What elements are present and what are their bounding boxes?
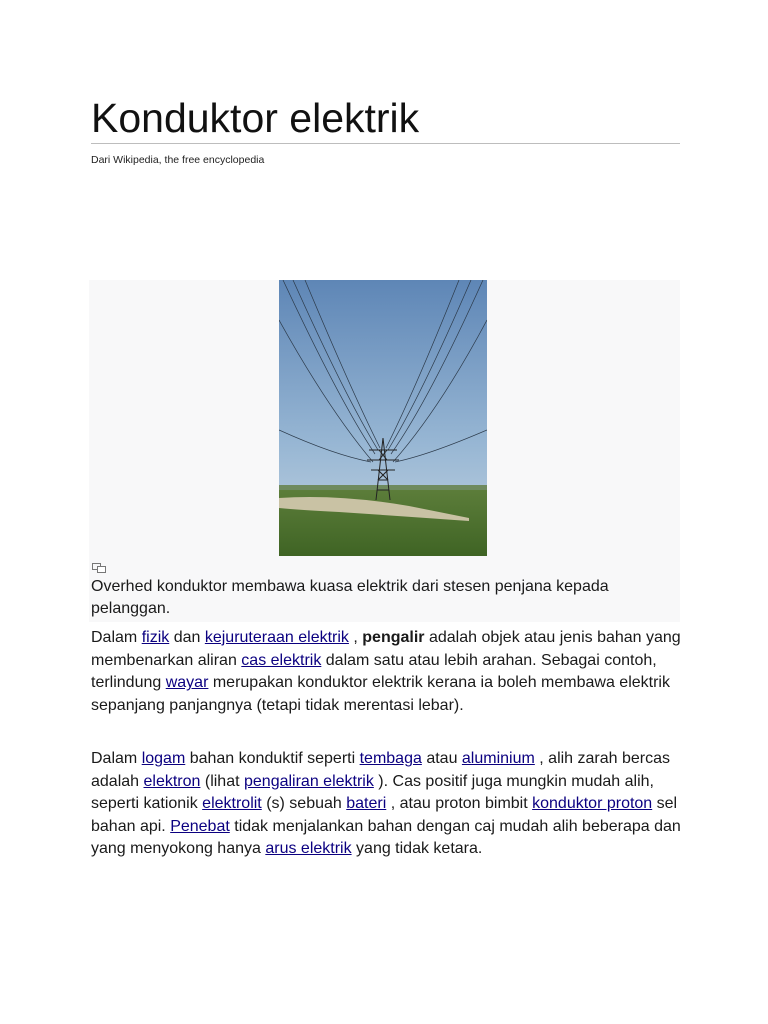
text-segment: ). Cas positif juga mungkin mudah alih, seperti kationik: [91, 772, 654, 813]
figure-caption: Overhed konduktor membawa kuasa elektrik dari stesen penjana kepada pelanggan.: [91, 578, 609, 617]
text-segment: dan: [169, 629, 205, 646]
link-bateri[interactable]: bateri: [346, 795, 387, 813]
text-segment: yang tidak ketara.: [351, 840, 483, 858]
link-penebat[interactable]: Penebat: [170, 817, 230, 835]
text-segment: Dalam: [91, 750, 142, 767]
text-segment: , alih zarah bercas adalah: [91, 750, 671, 790]
link-arus-elektrik[interactable]: arus elektrik: [265, 840, 352, 858]
thumbnail-figure: [89, 280, 680, 622]
text-segment: merupakan konduktor elektrik kerana ia boleh membawa elektrik sepanjang panjangnya (tetapi tidak merentasi lebar).: [91, 674, 670, 714]
link-cas-elektrik[interactable]: cas elektrik: [241, 651, 322, 669]
text-segment: dalam satu atau lebih arahan. Sebagai contoh, terlindung: [91, 651, 657, 692]
term-pengalir: pengalir: [362, 629, 425, 646]
magnify-clip-icon[interactable]: [92, 563, 106, 573]
text-segment: bahan konduktif seperti: [185, 750, 360, 767]
paragraph-intro: [91, 627, 691, 717]
text-segment: , atau proton bimbit: [386, 795, 533, 813]
power-lines-photo[interactable]: [279, 280, 487, 556]
link-aluminium[interactable]: aluminium: [461, 750, 535, 767]
page-subtitle: Dari Wikipedia, the free encyclopedia: [91, 154, 265, 166]
link-tembaga[interactable]: tembaga: [359, 750, 422, 767]
page-title: Konduktor elektrik: [91, 95, 420, 141]
link-konduktor-proton[interactable]: konduktor proton: [532, 795, 653, 813]
text-segment: atau: [421, 750, 462, 767]
paragraph-carriers: [91, 748, 691, 861]
text-segment: sel bahan api.: [91, 795, 678, 835]
text-segment: tidak menjalankan bahan dengan caj mudah alih beberapa dan yang menyokong hanya: [91, 817, 681, 858]
link-logam[interactable]: logam: [141, 750, 186, 767]
text-segment: ,: [348, 629, 363, 646]
link-pengaliran-elektrik[interactable]: pengaliran elektrik: [244, 772, 374, 790]
text-segment: (s) sebuah: [261, 795, 347, 813]
link-elektrolit[interactable]: elektrolit: [202, 795, 262, 813]
text-segment: adalah objek atau jenis bahan yang membenarkan aliran: [91, 629, 681, 669]
link-elektron[interactable]: elektron: [143, 772, 201, 790]
text-segment: (lihat: [200, 772, 244, 790]
link-fizik[interactable]: fizik: [141, 629, 170, 646]
link-kejuruteraan-elektrik[interactable]: kejuruteraan elektrik: [204, 629, 349, 646]
link-wayar[interactable]: wayar: [165, 674, 209, 692]
text-segment: Dalam: [91, 629, 142, 646]
title-divider: [91, 143, 680, 144]
